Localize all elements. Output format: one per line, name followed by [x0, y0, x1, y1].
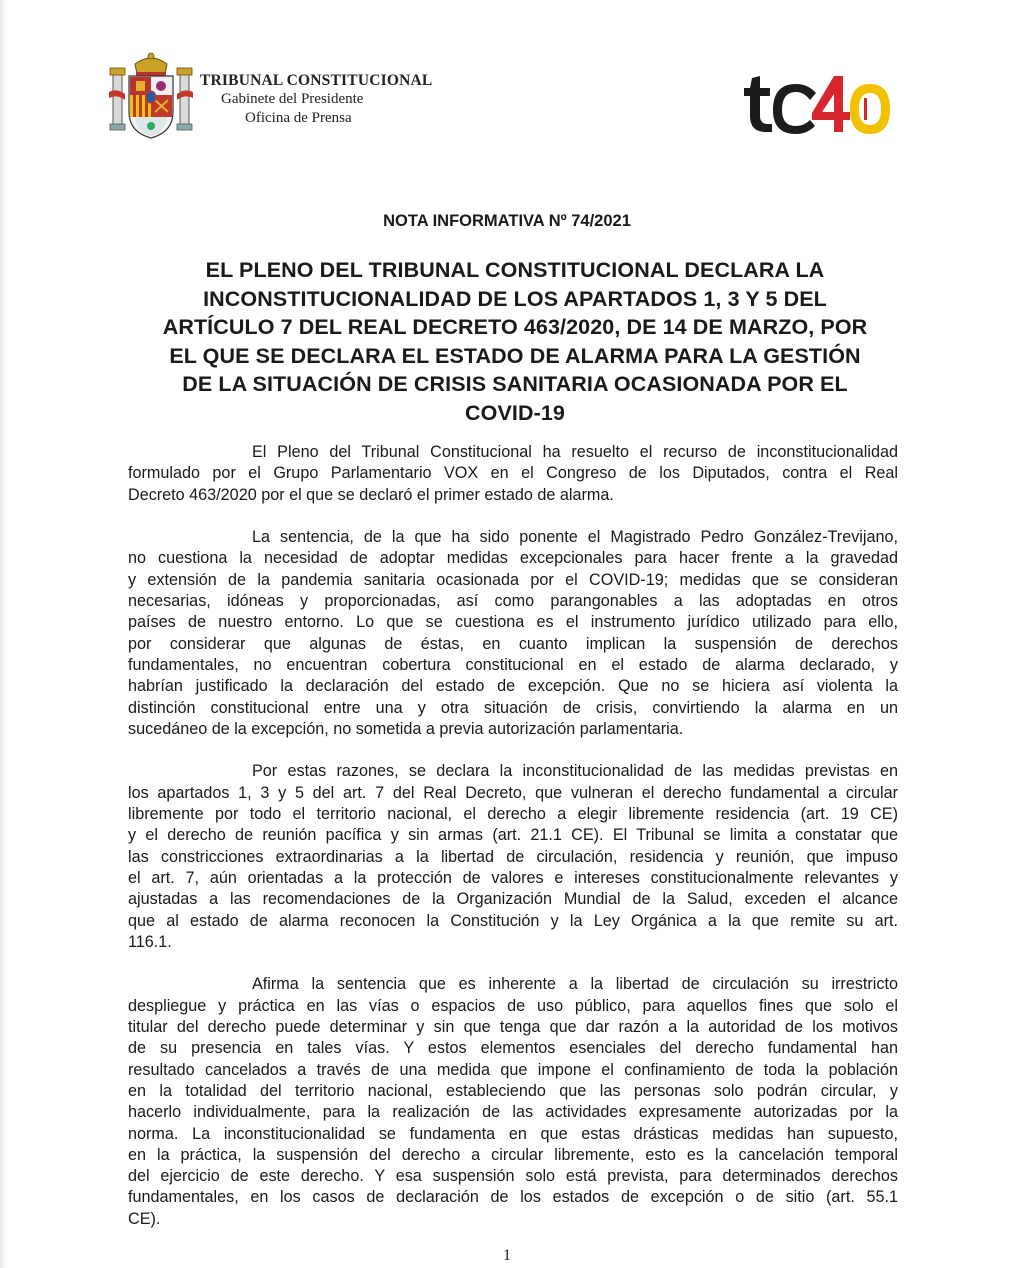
- text-line: formulado por el Grupo Parlamentario VOX en el Congreso de los Diputados, contra el Real: [128, 464, 898, 483]
- text-line: El Pleno del Tribunal Constitucional ha resuelto el recurso de inconstitucionalidad: [252, 443, 898, 461]
- text-line: fundamentales, en los casos de declaración de los estados de excepción o de sitio (art. 55.1: [128, 1188, 898, 1207]
- text-line: Afirma la sentencia que es inherente a la libertad de circulación su irrestricto: [252, 975, 898, 994]
- text-line: ajustadas a las recomendaciones de la Organización Mundial de la Salud, exceden el alcance: [128, 890, 898, 909]
- text-line: que al estado de alarma reconocen la Constitución y la Ley Orgánica a la que remite su art.: [128, 911, 898, 930]
- text-line: despliegue y práctica en las vías o espacios de uso público, para aquellos fines que solo el: [128, 996, 898, 1015]
- text-line: Por estas razones, se declara la inconstitucionalidad de las medidas previstas en: [252, 762, 898, 781]
- text-line: en la totalidad del territorio nacional, estableciendo que las personas solo podrán circular, y: [128, 1081, 898, 1100]
- text-line: habrían justificado la declaración del estado de excepción. Que no se hiciera así violenta la: [128, 677, 898, 696]
- headline-line: ARTÍCULO 7 DEL REAL DECRETO 463/2020, DE 14 DE MARZO, POR: [162, 315, 868, 339]
- organization-department: Gabinete del Presidente: [221, 91, 364, 107]
- text-line: libremente por todo el territorio nacional, el derecho a elegir libremente residencia (art. 19 CE): [128, 805, 898, 824]
- headline-line: DE LA SITUACIÓN DE CRISIS SANITARIA OCASIONADA POR EL: [182, 372, 848, 396]
- page-edge: [0, 0, 6, 1268]
- headline-line: INCONSTITUCIONALIDAD DE LOS APARTADOS 1, 3 Y 5 DEL: [203, 286, 827, 311]
- organization-office: Oficina de Prensa: [245, 110, 352, 126]
- text-line: necesarias, idóneas y proporcionadas, así como parangonables a las adoptadas en otros: [128, 592, 898, 611]
- text-line: distinción constitucional entre una y otra situación de crisis, convirtiendo la alarma en un: [128, 698, 898, 717]
- text-line: no cuestiona la necesidad de adoptar medidas excepcionales para hacer frente a la gravedad: [128, 549, 898, 568]
- organization-header: [200, 71, 432, 128]
- text-line: y el derecho de reunión pacífica y sin armas (art. 21.1 CE). El Tribunal se limita a constatar que: [128, 826, 898, 845]
- headline: [120, 256, 910, 427]
- paragraph-1: [128, 442, 898, 506]
- text-line: los apartados 1, 3 y 5 del art. 7 del Real Decreto, que vulneran el derecho fundamental a circular: [128, 783, 898, 802]
- paragraph-4: [128, 974, 898, 1230]
- tc40-logo: [742, 70, 892, 134]
- text-line: sucedáneo de la excepción, no sometida a previa autorización parlamentaria.: [128, 719, 684, 738]
- text-line: el art. 7, aún orientadas a la protección de valores e intereses constitucionalmente relevantes y: [128, 868, 898, 887]
- paragraph-3: [128, 761, 898, 953]
- text-line: en la práctica, la suspensión del derecho a circular libremente, esto es la cancelación temporal: [128, 1145, 898, 1164]
- text-line: de su presencia en tales vías. Y estos elementos esenciales del derecho fundamental han: [128, 1039, 898, 1058]
- paragraph-2: [128, 527, 898, 740]
- text-line: Decreto 463/2020 por el que se declaró el primer estado de alarma.: [128, 485, 614, 504]
- headline-line: COVID-19: [465, 400, 565, 425]
- text-line: y extensión de la pandemia sanitaria ocasionada por el COVID-19; medidas que se consideran: [128, 570, 898, 589]
- note-number: NOTA INFORMATIVA Nº 74/2021: [383, 212, 631, 230]
- document-body: [128, 442, 898, 1251]
- headline-line: EL QUE SE DECLARA EL ESTADO DE ALARMA PARA LA GESTIÓN: [169, 343, 861, 368]
- organization-name: TRIBUNAL CONSTITUCIONAL: [200, 72, 433, 89]
- page-number: 1: [503, 1247, 511, 1264]
- text-line: norma. La inconstitucionalidad se fundamenta en que estas drásticas medidas han supuesto,: [128, 1124, 898, 1143]
- text-line: del ejercicio de este derecho. Y esa suspensión solo está prevista, para determinados derechos: [128, 1167, 898, 1186]
- text-line: países de nuestro entorno. Lo que se cuestiona es el instrumento jurídico utilizado para ello,: [128, 613, 898, 632]
- text-line: 116.1.: [128, 932, 172, 951]
- coat-of-arms-icon: [105, 50, 197, 142]
- text-line: resultado cancelados a través de una medida que impone el confinamiento de toda la población: [128, 1060, 898, 1079]
- text-line: las constricciones extraordinarias a la libertad de circulación, residencia y reunión, que impuso: [128, 847, 898, 866]
- text-line: hacerlo individualmente, para la realización de las actividades expresamente autorizadas por la: [128, 1103, 898, 1122]
- headline-line: EL PLENO DEL TRIBUNAL CONSTITUCIONAL DECLARA LA: [205, 258, 825, 282]
- text-line: por considerar que algunas de éstas, en cuanto implican la suspensión de derechos: [128, 634, 898, 653]
- text-line: CE).: [128, 1209, 161, 1228]
- text-line: fundamentales, no encuentran cobertura constitucional en el estado de alarma declarado, y: [128, 655, 898, 674]
- text-line: La sentencia, de la que ha sido ponente el Magistrado Pedro González-Trevijano,: [252, 528, 898, 547]
- text-line: titular del derecho puede determinar y sin que tenga que dar razón a la autoridad de los motivos: [128, 1018, 898, 1037]
